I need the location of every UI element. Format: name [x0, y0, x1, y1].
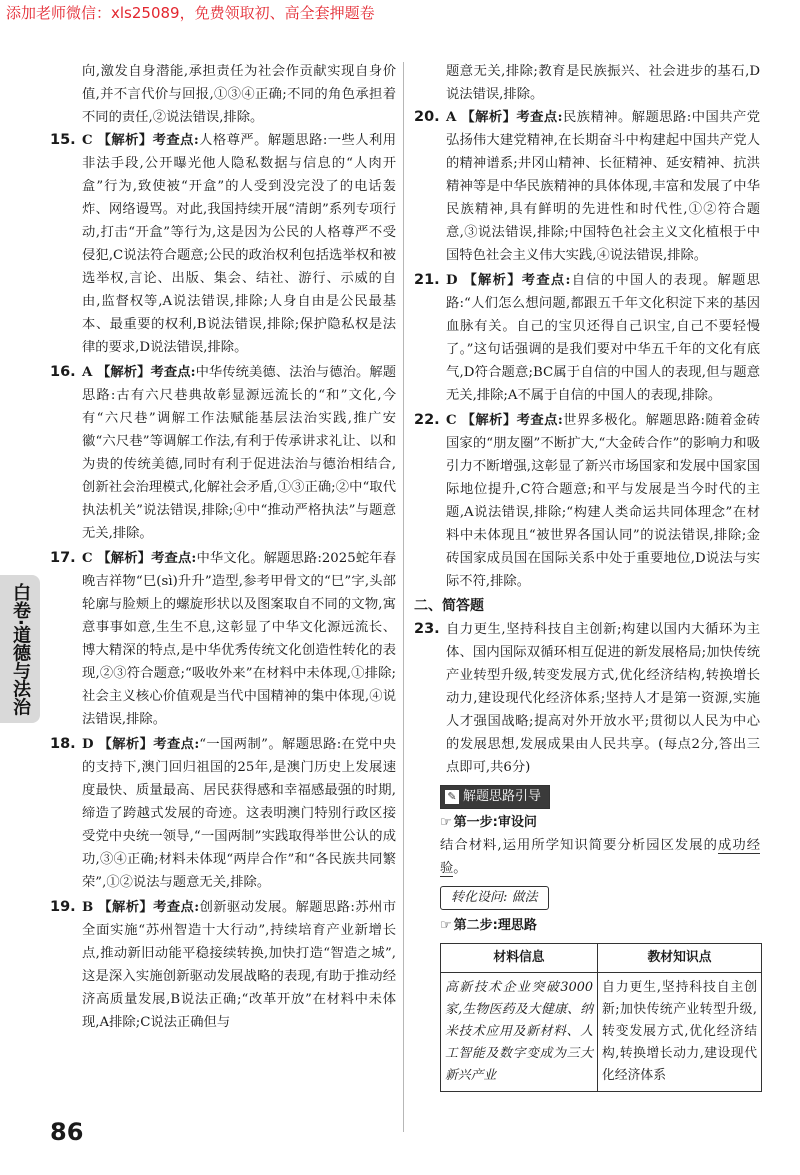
left-intro: 向,激发自身潜能,承担责任为社会作贡献实现自身价值,并不言代价与回报,①③④正确;不同的角色承担着不同的责任,②说法错误,排除。: [82, 64, 396, 125]
item-number: 21.: [414, 272, 440, 288]
item-content: [446, 106, 760, 267]
step-one-body: [440, 834, 760, 880]
item-number: 20.: [414, 109, 440, 125]
item-text: 世界多极化。解题思路:随着金砖国家的“朋友圈”不断扩大,“大金砖合作”的影响力和吸引力不断增强,这彰显了新兴市场国家和发展中国家国际地位提升,C符合题意;和平与发展是当今时代的主题,A说法错误,排除;“构建人类命运共同体理念”在材料中未体现且“被世界各国认同”的说法错误,排除;金砖国家成员国在国际关系中处于重要地位,D说法与实际不符,排除。: [446, 413, 760, 589]
promo-banner: 添加老师微信：xls25089，免费领取初、高全套押题卷: [6, 4, 375, 22]
item-text: 民族精神。解题思路:中国共产党弘扬伟大建党精神,在长期奋斗中构建起中国共产党人的精神谱系;井冈山精神、长征精神、延安精神、抗洪精神等是中华民族精神的具体体现,丰富和发展了中华民族精神,具有鲜明的先进性和时代性,①②符合题意,③说法错误,排除;中国特色社会主义文化植根于中国特色社会主义伟大实践,④说法错误,排除。: [446, 110, 760, 263]
answer-item-17: [50, 547, 396, 731]
table-header: 材料信息: [441, 944, 598, 973]
answer-item-21: [414, 269, 760, 407]
handwritten-note: 转化设问: 做法: [440, 886, 549, 910]
pointing-hand-icon: ☞: [440, 918, 452, 933]
item-head: D 【解析】考查点:: [82, 737, 200, 752]
step-two-text: 第二步:理思路: [453, 918, 537, 933]
knowledge-table: [440, 943, 762, 1092]
item-number: 15.: [50, 132, 76, 148]
table-header: 教材知识点: [598, 944, 762, 973]
pencil-icon: ✎: [445, 790, 459, 804]
column-divider: [403, 62, 404, 1132]
item-content: [82, 129, 396, 359]
item-text: “一国两制”。解题思路:在党中央的支持下,澳门回归祖国的25年,是澳门历史上发展速度最快、质量最高、居民获得感和幸福感最强的时期,缔造了跨越式发展的奇迹。这表明澳门特别行政区接受党中央统一领导,“一国两制”实践取得举世公认的成功,③④正确;材料未体现“两岸合作”和“各民族共同繁荣”,①②说法与题意无关,排除。: [82, 737, 396, 890]
item-number: 17.: [50, 550, 76, 566]
step-two-label: [440, 914, 760, 937]
item-head: C 【解析】考查点:: [82, 551, 197, 566]
item-number: 22.: [414, 412, 440, 428]
item-content: [82, 361, 396, 545]
section-title: 二、简答题: [414, 598, 484, 614]
answer-item-15: [50, 129, 396, 359]
side-tab: 白卷·道德与法治: [0, 575, 40, 723]
step-one-body-a: 结合材料,运用所学知识简要分析园区发展的: [440, 838, 718, 853]
answer-item-19: [50, 896, 396, 1034]
right-intro: 题意无关,排除;教育是民族振兴、社会进步的基石,D说法错误,排除。: [446, 64, 760, 102]
item-text: 人格尊严。解题思路:一些人利用非法手段,公开曝光他人隐私数据与信息的“人肉开盒”行为,致使被“开盒”的人受到没完没了的电话轰炸、网络谩骂。对此,我国持续开展“清朗”系列专项行动,打击“开盒”等行为,这是因为公民的人格尊严不受侵犯,C说法符合题意;公民的政治权利包括选举权和被选举权,言论、出版、集会、结社、游行、示威的自由,监督权等,A说法错误,排除;人身自由是公民最基本、最重要的权利,B说法错误,排除;保护隐私权是法律的要求,D说法错误,排除。: [82, 133, 396, 355]
item-content: [82, 547, 396, 731]
item-number: 19.: [50, 899, 76, 915]
step-one-body-c: 。: [453, 861, 467, 876]
table-row: [441, 973, 762, 1092]
item-head: A 【解析】考查点:: [82, 365, 196, 380]
table-cell-knowledge: 自力更生,坚持科技自主创新;加快传统产业转型升级,转变发展方式,优化经济结构,转换增长动力,建设现代化经济体系: [598, 973, 762, 1092]
item-number: 16.: [50, 364, 76, 380]
left-column: [50, 60, 396, 1036]
item-content: [446, 409, 760, 593]
item-head: A 【解析】考查点:: [446, 110, 563, 125]
step-one-key-phrase: 成功经验: [440, 838, 761, 876]
item-head: C 【解析】考查点:: [82, 133, 199, 148]
answer-item-20: [414, 106, 760, 267]
table-header-row: [441, 944, 762, 973]
answer-item-22: [414, 409, 760, 593]
pointing-hand-icon: ☞: [440, 815, 452, 830]
guide-tag: [440, 785, 550, 809]
step-one-text: 第一步:审设问: [453, 815, 537, 830]
item-head: C 【解析】考查点:: [446, 413, 563, 428]
item-content: [82, 733, 396, 894]
item-content: [446, 269, 760, 407]
item-text: 中华文化。解题思路:2025蛇年春晚吉祥物“巳(sì)升升”造型,参考甲骨文的“巳”字,头部轮廓与脸颊上的螺旋形状以及图案取自不同的文物,寓意事事如意,生生不息,这彰显了中华文化源远流长、博大精深的特点,是中华优秀传统文化创造性转化的表现,②③符合题意;“吸收外来”在材料中未体现,①排除;社会主义核心价值观是当代中国精神的集中体现,④说法错误,排除。: [82, 551, 396, 727]
guide-tag-label: 解题思路引导: [463, 789, 542, 804]
item-text: 创新驱动发展。解题思路:苏州市全面实施“苏州智造十大行动”,持续培育产业新增长点,推动新旧动能平稳接续转换,加快打造“智造之城”,这是深入实施创新驱动发展战略的表现,有助于推动经济高质量发展,B说法正确;“改革开放”在材料中未体现,A排除;C说法正确但与: [82, 900, 397, 1030]
item-text: 自信的中国人的表现。解题思路:“人们怎么想问题,都跟五千年文化积淀下来的基因血脉有关。自己的宝贝还得自己识宝,自己不要轻慢了。”这句话强调的是我们要对中华五千年的文化有底气,D符合题意;BC属于自信的中国人的表现,但与题意无关,排除;A不属于自信的中国人的表现,排除。: [446, 273, 761, 403]
item-text: 自力更生,坚持科技自主创新;构建以国内大循环为主体、国内国际双循环相互促进的新发展格局;加快传统产业转型升级,转变发展方式,优化经济结构,转换增长动力,建设现代化经济体系;坚持人才是第一资源,实施人才强国战略;提高对外开放水平;贯彻以人民为中心的发展思想,发展成果由人民共享。(每点2分,答出三点即可,共6分): [446, 622, 760, 775]
item-head: B 【解析】考查点:: [82, 900, 200, 915]
item-content: [82, 896, 396, 1034]
item-head: D 【解析】考查点:: [446, 273, 571, 288]
answer-item-18: [50, 733, 396, 894]
item-number: 18.: [50, 736, 76, 752]
item-number: 23.: [414, 621, 440, 637]
page-number: 86: [50, 1118, 84, 1146]
answer-item-16: [50, 361, 396, 545]
item-text: 中华传统美德、法治与德治。解题思路:古有六尺巷典故彰显源远流长的“和”文化,今有“六尺巷”调解工作法赋能基层法治实践,推广安徽“六尺巷”等调解工作法,有利于传承讲求礼让、以和为贵的传统美德,同时有利于促进法治与德治相结合,创新社会治理模式,化解社会矛盾,①③正确;②中“取代执法机关”说法错误,排除;④中“推动严格执法”与题意无关,排除。: [82, 365, 397, 541]
right-column: [414, 60, 760, 1092]
table-cell-material: 高新技术企业突破3000家,生物医药及大健康、纳米技术应用及新材料、人工智能及数字变成为三大新兴产业: [441, 973, 598, 1092]
step-one-label: [440, 811, 760, 834]
answer-item-23: [414, 618, 760, 779]
